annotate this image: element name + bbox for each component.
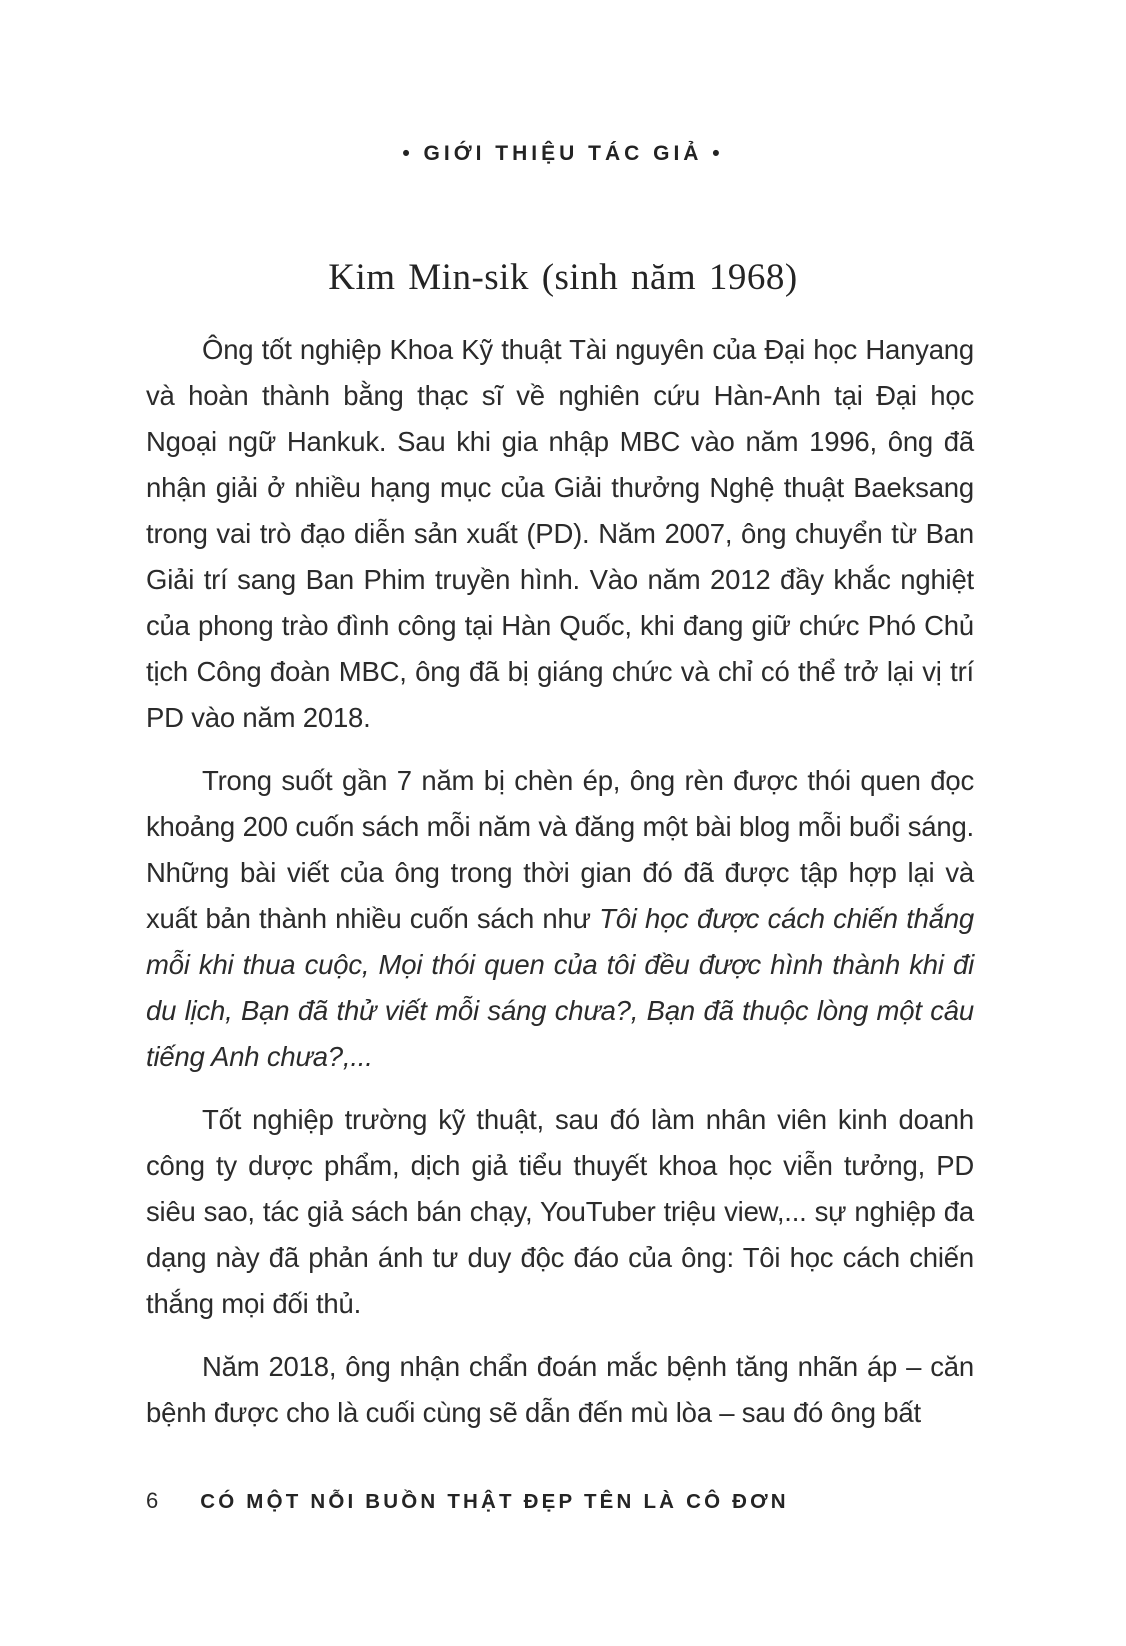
text-run: Năm 2018, ông nhận chẩn đoán mắc bệnh tăng nhãn áp – căn bệnh được cho là cuối cùng sẽ dẫn đến mù lòa – sau đó ông bất xyxy=(146,1351,974,1428)
body-text xyxy=(146,327,974,1453)
paragraph xyxy=(146,1344,974,1436)
page-footer xyxy=(146,1488,980,1514)
text-run: Trong suốt gần 7 năm bị chèn ép, ông rèn được thói quen đọc khoảng 200 cuốn sách mỗi năm và đăng một bài blog mỗi buổi sáng. Những bài viết của ông trong thời gian đó đã được tập hợp lại và xuất bản thành nhiều cuốn sách như xyxy=(146,765,974,934)
text-run: Tốt nghiệp trường kỹ thuật, sau đó làm nhân viên kinh doanh công ty dược phẩm, dịch giả tiểu thuyết khoa học viễn tưởng, PD siêu sao, tác giả sách bán chạy, YouTuber triệu view,... sự nghiệp đa dạng này đã phản ánh tư duy độc đáo của ông: Tôi học cách chiến thắng mọi đối thủ. xyxy=(146,1104,974,1319)
page-number: 6 xyxy=(146,1488,159,1513)
paragraph xyxy=(146,1097,974,1327)
paragraph xyxy=(146,758,974,1080)
paragraph xyxy=(146,327,974,741)
running-title: CÓ MỘT NỖI BUỒN THẬT ĐẸP TÊN LÀ CÔ ĐƠN xyxy=(200,1490,789,1513)
author-name-heading: Kim Min-sik (sinh năm 1968) xyxy=(328,257,798,298)
book-title-run: Tôi học được cách chiến thắng mỗi khi thua cuộc, Mọi thói quen của tôi đều được hình thành khi đi du lịch, Bạn đã thử viết mỗi sáng chưa?, Bạn đã thuộc lòng một câu tiếng Anh chưa?,... xyxy=(146,903,975,1072)
text-run: Ông tốt nghiệp Khoa Kỹ thuật Tài nguyên của Đại học Hanyang và hoàn thành bằng thạc sĩ về nghiên cứu Hàn-Anh tại Đại học Ngoại ngữ Hankuk. Sau khi gia nhập MBC vào năm 1996, ông đã nhận giải ở nhiều hạng mục của Giải thưởng Nghệ thuật Baeksang trong vai trò đạo diễn sản xuất (PD). Năm 2007, ông chuyển từ Ban Giải trí sang Ban Phim truyền hình. Vào năm 2012 đầy khắc nghiệt của phong trào đình công tại Hàn Quốc, khi đang giữ chức Phó Chủ tịch Công đoàn MBC, ông đã bị giáng chức và chỉ có thể trở lại vị trí PD vào năm 2018. xyxy=(146,334,974,733)
section-header: • GIỚI THIỆU TÁC GIẢ • xyxy=(402,142,724,165)
